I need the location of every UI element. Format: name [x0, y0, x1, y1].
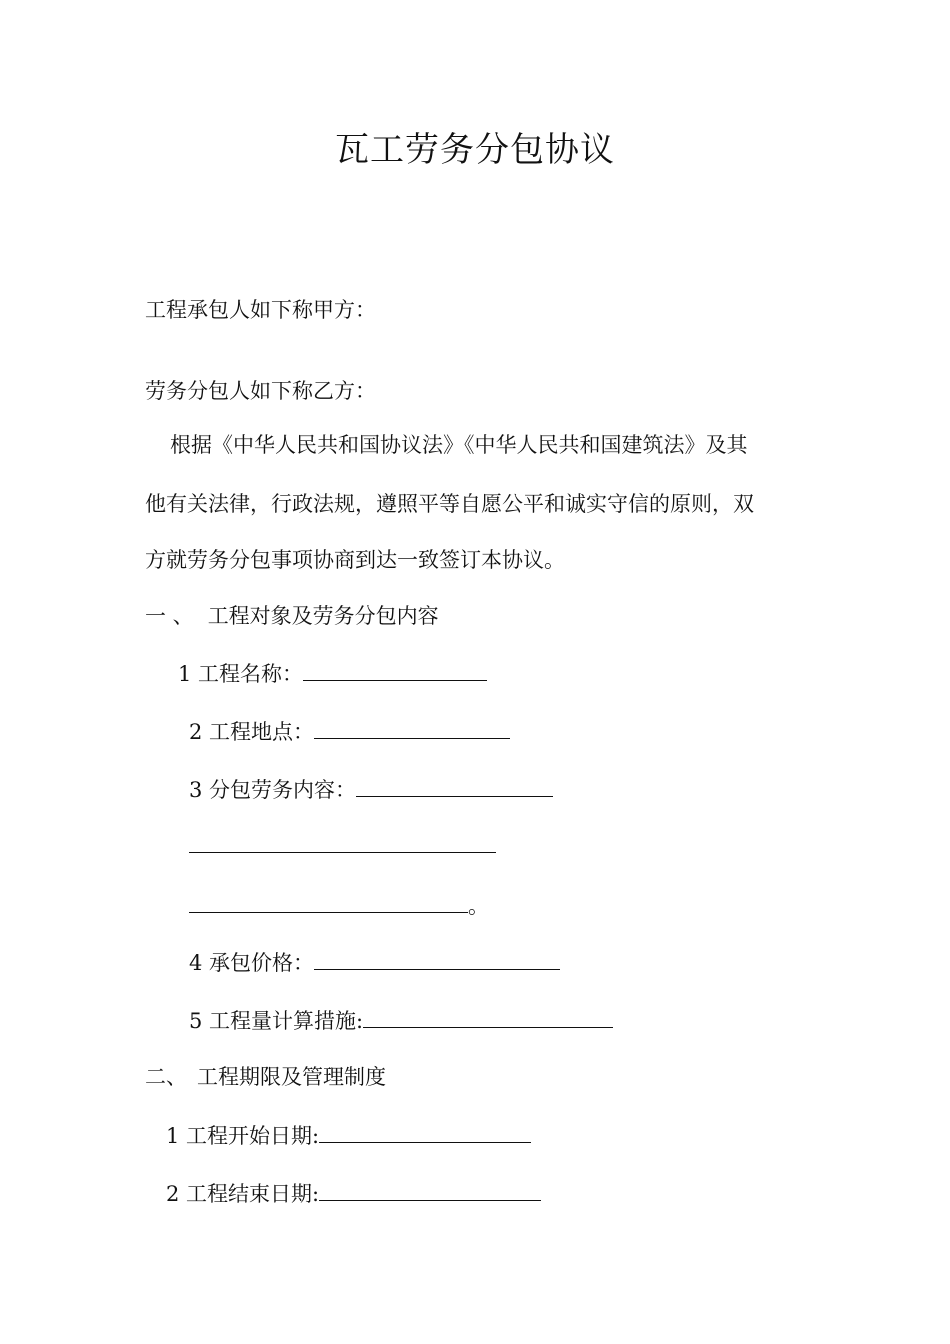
start-date-label: 1 工程开始日期: — [166, 1124, 320, 1148]
contract-price-blank[interactable] — [314, 947, 560, 970]
end-date-row — [166, 1178, 541, 1209]
labor-content-period: 。 — [468, 894, 489, 918]
end-date-blank[interactable] — [319, 1178, 541, 1201]
quantity-method-row — [189, 1005, 613, 1036]
section-2-number: 二、 — [145, 1065, 187, 1089]
section-1-title: 工程对象及劳务分包内容 — [207, 604, 439, 628]
party-b-label: 劳务分包人如下称乙方： — [145, 379, 376, 403]
contract-price-row — [189, 947, 560, 978]
end-date-label: 2 工程结束日期: — [166, 1182, 320, 1206]
section-1-number: 一 、 — [145, 604, 194, 628]
project-location-row — [189, 716, 510, 747]
start-date-row — [166, 1120, 531, 1151]
project-location-label: 2 工程地点： — [189, 720, 315, 744]
document-title: 瓦工劳务分包协议 — [335, 130, 615, 170]
labor-content-label: 3 分包劳务内容： — [189, 778, 357, 802]
preamble-line-3: 方就劳务分包事项协商到达一致签订本协议。 — [145, 548, 565, 572]
project-name-label: 1 工程名称： — [178, 662, 304, 686]
project-location-blank[interactable] — [314, 716, 510, 739]
labor-content-blank-3[interactable] — [189, 890, 468, 913]
preamble-line-1: 根据《中华人民共和国协议法》《中华人民共和国建筑法》及其 — [170, 433, 748, 457]
quantity-method-blank[interactable] — [363, 1005, 613, 1028]
project-name-row — [178, 658, 487, 689]
labor-content-row — [189, 774, 553, 805]
preamble-line-2: 他有关法律，行政法规，遵照平等自愿公平和诚实守信的原则，双 — [145, 492, 754, 516]
start-date-blank[interactable] — [319, 1120, 531, 1143]
labor-content-continuation-2 — [189, 890, 489, 921]
quantity-method-label: 5 工程量计算措施: — [189, 1009, 364, 1033]
labor-content-continuation-1 — [189, 830, 496, 861]
section-2-heading — [145, 1062, 386, 1092]
labor-content-blank-2[interactable] — [189, 830, 496, 853]
section-2-title: 工程期限及管理制度 — [197, 1065, 386, 1089]
party-a-label: 工程承包人如下称甲方： — [145, 298, 376, 322]
project-name-blank[interactable] — [303, 658, 487, 681]
section-1-heading — [145, 601, 439, 631]
labor-content-blank-1[interactable] — [356, 774, 553, 797]
contract-price-label: 4 承包价格： — [189, 951, 315, 975]
